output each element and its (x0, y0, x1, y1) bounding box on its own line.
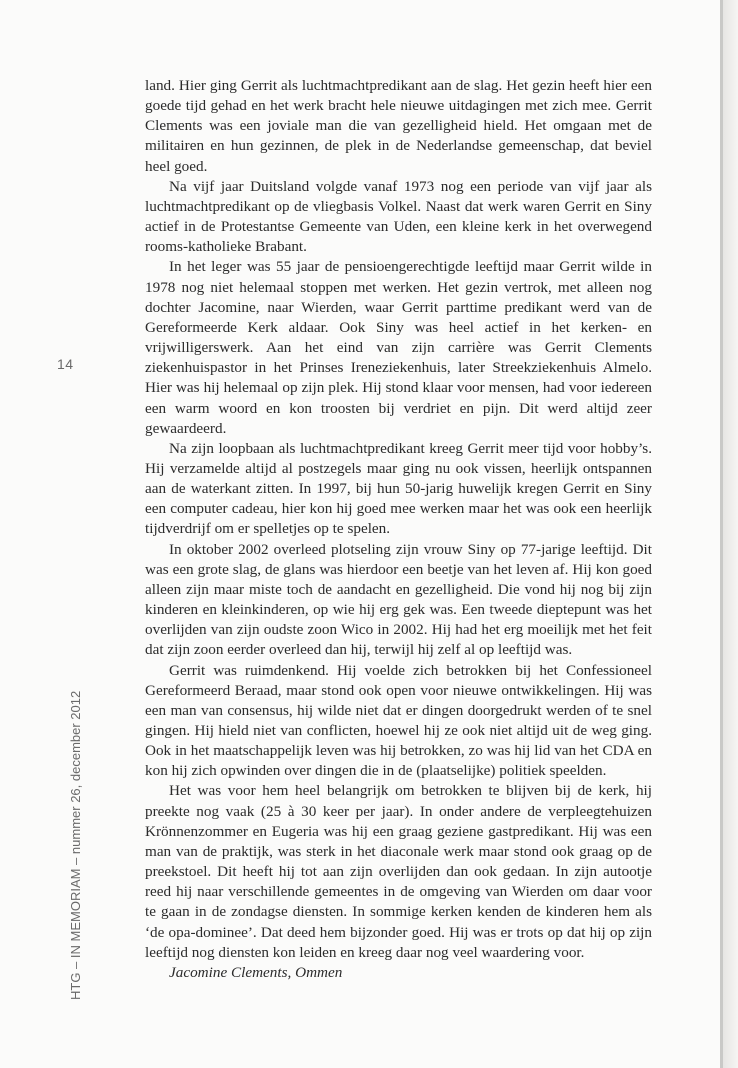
paragraph: Gerrit was ruimdenkend. Hij voelde zich betrokken bij het Confessioneel Gereformeerd Beraad, maar stond ook open voor nieuwe ontwikkelingen. Hij was een man van consensus, hij wilde niet dat er dingen doorgedrukt werden of te snel gingen. Hij hield niet van conflicten, hoewel hij ze ook niet altijd uit de weg ging. Ook in het maatschappelijk leven was hij betrokken, zo was hij lid van het CDA en kon hij zich opwinden over dingen die in de (plaatselijke) politiek speelden. (145, 661, 652, 780)
author-signature: Jacomine Clements, Ommen (169, 963, 343, 981)
paragraph: land. Hier ging Gerrit als luchtmachtpredikant aan de slag. Het gezin heeft hier een goede tijd gehad en het werk bracht hele nieuwe uitdagingen met zich mee. Gerrit Clements was een joviale man die van gezelligheid hield. Het omgaan met de militairen en hun gezinnen, de plek in de Nederlandse gemeenschap, dat beviel heel goed. (145, 77, 652, 175)
paragraph: In het leger was 55 jaar de pensioengerechtigde leeftijd maar Gerrit wilde in 1978 nog niet helemaal stoppen met werken. Het gezin vertrok, met alleen nog dochter Jacomine, naar Wierden, waar Gerrit parttime predikant werd van de Gereformeerde Kerk aldaar. Ook Siny was heel actief in het kerken- en vrijwilligerswerk. Aan het eind van zijn carrière was Gerrit Clements ziekenhuispastor in het Prinses Ireneziekenhuis, later Streekziekenhuis Almelo. Hier was hij helemaal op zijn plek. Hij stond klaar voor mensen, had voor iedereen een warm woord en kon troosten bij verdriet en pijn. Dit werd altijd zeer gewaardeerd. (145, 258, 652, 437)
page-gutter-shadow (723, 0, 738, 1068)
paragraph: Na vijf jaar Duitsland volgde vanaf 1973 nog een periode van vijf jaar als luchtmachtpredikant op de vliegbasis Volkel. Naast dat werk waren Gerrit en Siny actief in de Protestantse Gemeente van Uden, een kleine kerk in het overwegend rooms-katholieke Brabant. (145, 177, 652, 256)
paragraph: Het was voor hem heel belangrijk om betrokken te blijven bij de kerk, hij preekte nog vaak (25 à 30 keer per jaar). In onder andere de verpleegtehuizen Krönnenzommer en Eugeria was hij een graag geziene gastpredikant. Hij was een man van de praktijk, was sterk in het diaconale werk maar stond ook graag op de preekstoel. Dit heeft hij tot aan zijn overlijden dan ook gedaan. In zijn autootje reed hij naar verschillende gemeentes in de omgeving van Wierden om daar voor te gaan in de zondagse diensten. In sommige kerken kenden de kinderen hem als ‘de opa-dominee’. Dat deed hem bijzonder goed. Hij was er trots op dat hij op zijn leeftijd nog diensten kon leiden en kreeg daar nog veel waardering voor. (145, 782, 652, 961)
paragraph: Na zijn loopbaan als luchtmachtpredikant kreeg Gerrit meer tijd voor hobby’s. Hij verzamelde altijd al postzegels maar ging nu ook vissen, heerlijk ontspannen aan de waterkant zitten. In 1997, bij hun 50-jarig huwelijk kregen Gerrit en Siny een computer cadeau, hier kon hij goed mee werken maar het was ook een heerlijk tijdverdrijf om er spelletjes op te spelen. (145, 439, 652, 538)
article-body (145, 76, 652, 983)
paragraph: In oktober 2002 overleed plotseling zijn vrouw Siny op 77-jarige leeftijd. Dit was een grote slag, de glans was hierdoor een beetje van het leven af. Hij kon goed alleen zijn maar miste toch de aandacht en gezelligheid. Die vond hij nog bij zijn kinderen en kleinkinderen, op wie hij erg gek was. Een tweede dieptepunt was het overlijden van zijn oudste zoon Wico in 2002. Hij had het erg moeilijk met het feit dat zijn zoon eerder overleed dan hij, terwijl hij zelf al op leeftijd was. (145, 540, 652, 659)
page-number: 14 (57, 356, 74, 372)
running-head: HTG – IN MEMORIAM – nummer 26, december 2012 (68, 690, 83, 1000)
